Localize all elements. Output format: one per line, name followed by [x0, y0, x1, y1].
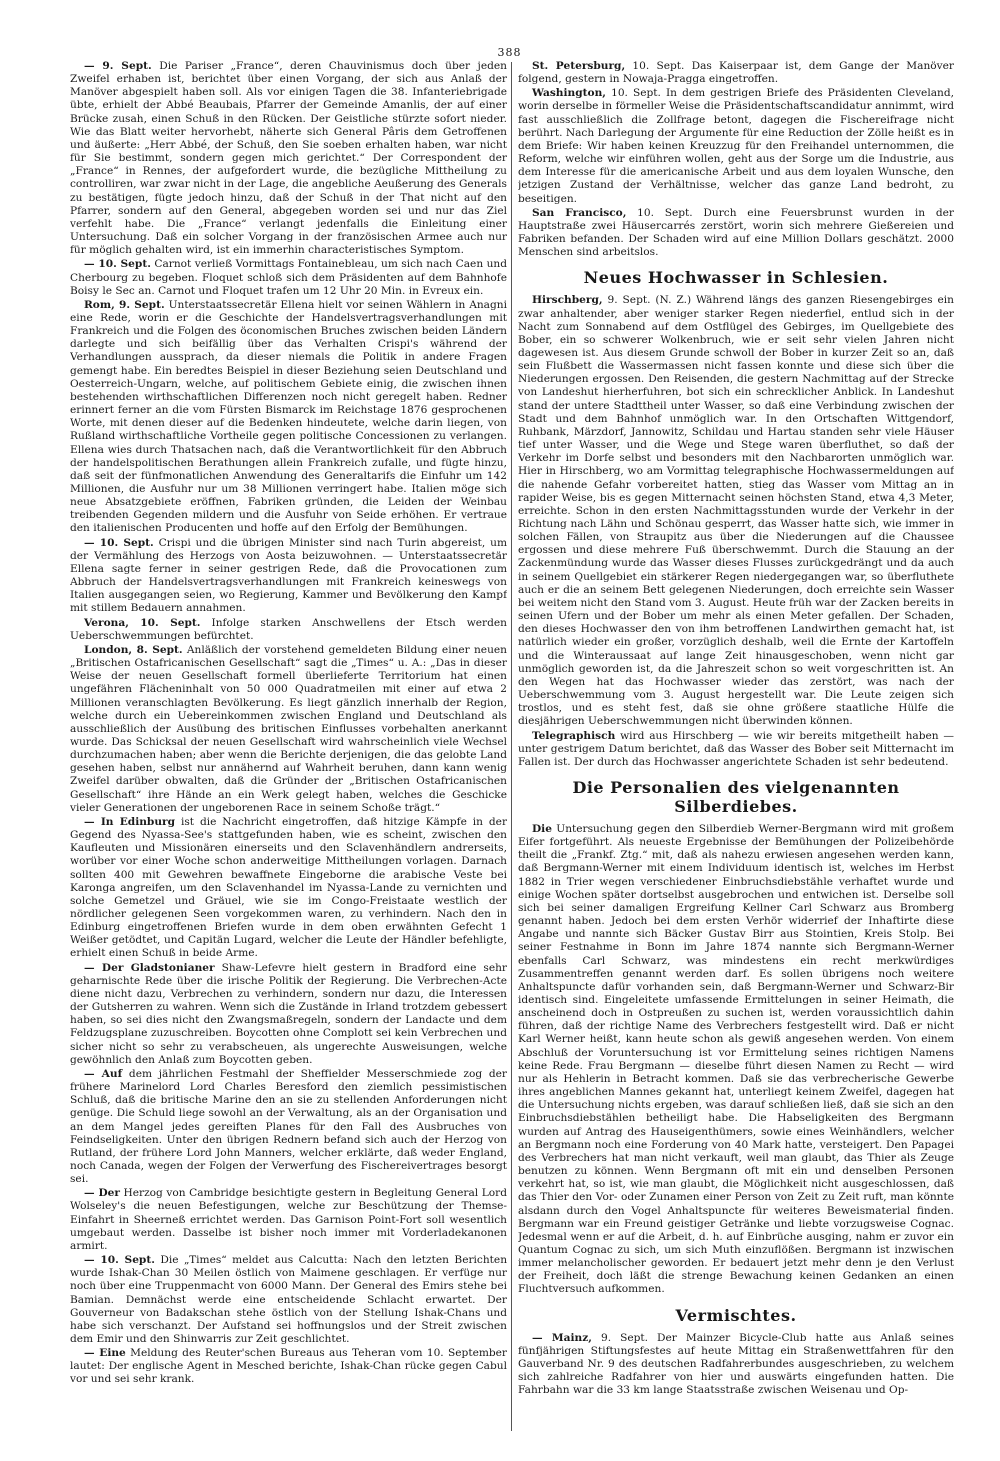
paragraph-text: 10. Sept. In dem gestrigen Briefe des Präsidenten Cleveland, worin derselbe in förmeller Weise die Präsidentschaftscandidatur annimmt, wird fast ausschließlich die Zollfrage betont, dagegen die Fischereifrage nicht berührt. Nach Darlegung der Argumente für eine Reduction der Zölle heißt es in dem Briefe: Wir haben keinen Kreuzzug für den Freihandel unternommen, die Reform, welche wir einführen wollen, geht aus der Sorge um die Industrie, aus dem Interesse für die americanische Arbeit und aus dem loyalen Wunsche, den jetzigen Zustand der Verhältnisse, welcher das ganze Land bedroht, zu beseitigen.: [518, 87, 954, 205]
paragraph-text: Die „Times“ meldet aus Calcutta: Nach den letzten Berichten wurde Ishak-Chan 30 Meilen östlich von Maimene geschlagen. Er verfüge nur noch über eine Truppenmacht von 6000 Mann. Der General des Emirs stehe bei Bamian. Demnächst werde eine entscheidende Schlacht erwartet. Der Gouverneur von Badakschan stehe östlich von der Stellung Ishak-Chans und habe sich verschanzt. Der Aufstand sei hoffnungslos und der Streit zwischen dem Emir und den Shinwarris zur Zeit geschlichtet.: [70, 1254, 507, 1345]
article-paragraph: [70, 617, 507, 643]
heading-vermischtes: Vermischtes.: [675, 1305, 797, 1325]
paragraph-lead: — Auf: [84, 1067, 123, 1080]
article-paragraph: [70, 644, 507, 815]
paragraph-text: Shaw-Lefevre hielt gestern in Bradford eine sehr geharnischte Rede über die irische Politik der Regierung. Die Verbrechen-Acte diene nicht dazu, Verbrechen zu verhindern, sondern nur dazu, die Interessen der Gutsherren zu wahren. Wenn sich die Zustände in Irland trotzdem gebessert haben, so sei dies nicht den Zwangsmaßregeln, sondern der Landacte und dem Feldzugsplane zuzuschreiben. Boycotten ohne Complott sei kein Verbrechen und sicher nicht so sehr zu verabscheuen, als ungerechte Ausweisungen, welche gewöhnlich den Anlaß zum Boycotten geben.: [70, 961, 507, 1066]
paragraph-lead: St. Petersburg,: [532, 60, 626, 72]
article-hochwasser: [518, 294, 954, 769]
article-paragraph: [518, 823, 954, 1297]
article-paragraph: [518, 1332, 954, 1398]
paragraph-lead: Rom, 9. Sept.: [84, 298, 165, 311]
paragraph-lead: San Francisco,: [532, 206, 627, 219]
paragraph-lead: Die: [532, 822, 552, 835]
page-number: 388: [497, 46, 522, 59]
paragraph-lead: — Der Gladstonianer: [84, 961, 215, 974]
paragraph-text: Unterstaatssecretär Ellena hielt vor seinen Wählern in Anagni eine Rede, worin er die Geschichte der Handelsvertragsverhandlungen mit Frankreich und die Folgen des öconomischen Bruches zwischen beiden Ländern darlegte und sich beifällig über das Verhalten Crispi's während der Verhandlungen aussprach, da dieser niemals die Politik in andere Fragen gemengt habe. Ein beredtes Beispiel in dieser Beziehung seien Deutschland und Oesterreich-Ungarn, welche, auf politischem Gebiete einig, die zwischen ihnen bestehenden wirthschaftlichen Differenzen noch nicht geregelt haben. Redner erinnert ferner an die vom Fürsten Bismarck im Reichstage 1876 gesprochenen Worte, mit denen dieser auf die Bedenken hindeutete, welche darin liegen, von Rußland wirthschaftliche Vortheile gegen politische Concessionen zu verlangen. Ellena wies durch Thatsachen nach, daß die Verantwortlichkeit für den Abbruch der handelspolitischen Berathungen allein Frankreich zufalle, und fügte hinzu, daß seit der fünfmonatlichen Anwendung des Generaltarifs die Einfuhr um 142 Millionen, die Ausfuhr nur um 38 Millionen verringert habe. Italien möge sich neue Absatzgebiete eröffnen, Fabriken gründen, die Leiden der Weinbau treibenden Gegenden mildern und die Ausfuhr von Seide erhöhen. Er vertraue den italienischen Producenten und hoffe auf den Erfolg der Bemühungen.: [70, 298, 507, 535]
paragraph-lead: — 10. Sept.: [84, 1254, 155, 1267]
paragraph-lead: Verona, 10. Sept.: [84, 616, 201, 629]
article-paragraph: [70, 299, 507, 536]
paragraph-text: Anläßlich der vorstehend gemeldeten Bildung einer neuen „Britischen Ostafricanischen Gesellschaft“ sagt die „Times“ u. A.: „Das in dieser Weise der neuen Gesellschaft formell überlieferte Territorium hat einen ungefähren Flächeninhalt von 50 000 Quadratmeilen mit einer auf etwa 2 Millionen veranschlagten Bevölkerung. Es liegt gänzlich innerhalb der Region, welche durch ein Uebereinkommen zwischen England und Deutschland als ausschließlich der Ausübung des britischen Einflusses vorbehalten anerkannt wurde. Das Schicksal der neuen Gesellschaft wird wahrscheinlich viele Wechsel durchzumachen haben; aber wenn die Berichte derjenigen, die das gelobte Land gesehen haben, selbst nur annähernd auf Wahrheit beruhen, dann kann wenig Zweifel darüber obwalten, daß die Gründer der „Britischen Ostafricanischen Gesellschaft“ ihre Hände an ein Werk gelegt haben, welches die Geschicke vieler Generationen der ungeborenen Race in seinem Schoße trägt.“: [70, 643, 507, 814]
paragraph-text: Untersuchung gegen den Silberdieb Werner-Bergmann wird mit großem Eifer fortgeführt. Als neueste Ergebnisse der Bemühungen der Polizeibehörde theilt die „Frankf. Ztg.“ mit, daß als nahezu erwiesen angesehen werden kann, daß Bergmann-Werner mit einem Individuum identisch ist, welches im Herbst 1882 in Trier wegen verschiedener Einbruchsdiebstähle verhaftet wurde und einige Wochen später dortselbst ausgebrochen und entwichen ist. Derselbe soll sich bei seiner damaligen Ergreifung Kellner Carl Schwarz aus Bromberg genannt haben. Jedoch bei dem ersten Verhör widerrief der Inhaftirte diese Angabe und nannte sich Bäcker Gustav Birr aus Stointien, Kreis Stolp. Bei seiner Festnahme in Bonn im Jahre 1874 nannte sich Bergmann-Werner ebenfalls Carl Schwarz, was mindestens ein recht merkwürdiges Zusammentreffen genannt werden darf. Es sollen übrigens noch weitere Anhaltspuncte dafür vorhanden sein, daß Bergmann-Werner und Schwarz-Bir identisch sind. Eingeleitete umfassende Ermittelungen in seiner Heimath, die anscheinend doch in Ostpreußen zu suchen ist, werden voraussichtlich dahin führen, daß der richtige Name des Verbrechers festgestellt wird. Daß er nicht Karl Werner heißt, kann heute schon als gewiß angesehen werden. Von einem Abschluß der Voruntersuchung ist vor Ermittelung seines richtigen Namens keine Rede. Frau Bergmann — dieselbe führt diesen Namen zu Recht — wird nur als Hehlerin in Betracht kommen. Daß sie das verbrecherische Gewerbe ihres angeblichen Mannes gekannt hat, unterliegt keinem Zweifel, dagegen hat die Untersuchung nichts ergeben, was darauf schließen ließ, daß sie sich an den Einbruchsdiebstählen betheiligt habe. Die Habseligkeiten des Bergmann wurden auf Antrag des Hauseigenthümers, sowie eines Weinhändlers, welcher an Bergmann noch eine Forderung von 40 Mark hatte, versteigert. Den Papagei des Verbrechers hat man nicht verkauft, weil man glaubt, das Thier als Zeuge benutzen zu können. Wenn Bergmann oft mit ein und denselben Personen verkehrt hat, so ist, wie man glaubt, die Möglichkeit nicht ausgeschlossen, daß das Thier den Vor- oder Zunamen einer Person von Zeit zu Zeit ruft, man könnte alsdann durch den Vogel Anhaltspuncte für weiteres Beweismaterial finden. Bergmann war ein Freund geistiger Getränke und liebte vorzugsweise Cognac. Jedesmal wenn er auf die Arbeit, d. h. auf Einbrüche ausging, nahm er zuvor ein Quantum Cognac zu sich, um sich Muth einzuflößen. Bergmann ist inzwischen immer melancholischer geworden. Er bedauert jetzt mehr denn je den Verlust der Freiheit, doch läßt die strenge Bewachung keinen Gedanken an einen Fluchtversuch aufkommen.: [518, 822, 954, 1296]
paragraph-lead: Washington,: [532, 87, 606, 100]
paragraph-text: Crispi und die übrigen Minister sind nach Turin abgereist, um der Vermählung des Herzogs von Aosta beizuwohnen. — Unterstaatssecretär Ellena sagte ferner in seiner gestrigen Rede, daß die Provocationen zum Abbruch der Handelsvertragsverhandlungen mit Frankreich keineswegs von Italien ausgegangen seien, wo Regierung, Kammer und Bevölkerung den Kampf mit stillem Bedauern annahmen.: [70, 536, 507, 615]
heading-silberdieb: Die Personalien des vielgenannten Silberdiebes.: [572, 777, 900, 816]
news-telegrams: [518, 60, 954, 259]
paragraph-text: Carnot verließ Vormittags Fontainebleau, um sich nach Caen und Cherbourg zu begeben. Floquet schloß sich dem Präsidenten auf dem Bahnhofe Boisy le Sec an. Carnot und Floquet trafen um 12 Uhr 20 Min. in Evreux ein.: [70, 258, 507, 297]
paragraph-lead: — Eine: [84, 1347, 126, 1360]
paragraph-lead: — 10. Sept.: [84, 258, 151, 271]
article-paragraph: [518, 60, 954, 86]
article-paragraph: [70, 60, 507, 257]
paragraph-lead: Hirschberg,: [532, 294, 603, 307]
paragraph-text: 10. Sept. Das Kaiserpaar ist, dem Gange der Manöver folgend, gestern in Nowaja-Pragga eingetroffen.: [518, 60, 954, 86]
paragraph-lead: — Der: [84, 1187, 120, 1200]
paragraph-text: 9. Sept. Der Mainzer Bicycle-Club hatte aus Anlaß seines fünfjährigen Stiftungsfestes auf heute Mittag ein Straßenwettfahren für den Gauverband Nr. 9 des deutschen Radfahrerbundes ausgeschrieben, zu welchem sich zahlreiche Radfahrer von hier und auswärts eingefunden hatten. Die Fahrbahn war die 33 km lange Staatsstraße zwischen Weisenau und Op-: [518, 1331, 954, 1397]
paragraph-text: ist die Nachricht eingetroffen, daß hitzige Kämpfe in der Gegend des Nyassa-See's stattgefunden haben, wie es scheint, zwischen den Kaufleuten und Missionären einerseits und den Sclavenhändlern andrerseits, worüber vor einer Woche schon anderweitige Mittheilungen vorlagen. Darnach sollten 400 mit Gewehren bewaffnete Eingeborne die arabische Veste bei Karonga angreifen, um den Sclavenhandel im Nyassa-Lande zu vernichten und solche Gemetzel und Gräuel, wie sie im Congo-Freistaate westlich der nördlicher gelegenen Seen vorgekommen waren, zu verhindern. Nach den in Edinburg eingetroffenen Briefen wurde in dem oben erwähnten Gefecht 1 Weißer getödtet, und Capitän Lugard, welcher die Leute der Händler befehligte, erhielt einen Schuß in beide Arme.: [70, 815, 507, 960]
paragraph-text: 9. Sept. (N. Z.) Während längs des ganzen Riesengebirges ein zwar anhaltender, aber weniger starker Regen niederfiel, entlud sich in der Nacht zum Sonnabend auf dem Ostflügel des Gebirges, im Quellgebiete des Bober, ein so schwerer Wolkenbruch, wie er seit sehr vielen Jahren nicht dagewesen ist. Aus diesem Grunde schwoll der Bober in kurzer Zeit so an, daß sein Flußbett die Wassermassen nicht fassen konnte und diese sich über die Niederungen ergossen. Den Reisenden, die gestern Nachmittag auf der Strecke von Landeshut hierherfuhren, bot sich ein schrecklicher Anblick. In Landeshut stand der untere Stadttheil unter Wasser, so daß eine Verbindung zwischen der Stadt und dem Bahnhof unmöglich war. In den Ortschaften Wittgendorf, Ruhbank, Märzdorf, Jannowitz, Schildau und Hartau standen sehr viele Häuser tief unter Wasser, und die Wege und Stege waren überfluthet, so daß der Verkehr im Dorfe selbst und besonders mit den Nachbarorten unmöglich war. Hier in Hirschberg, wo am Vormittag telegraphische Hochwassermeldungen auf die nahende Gefahr vorbereitet hatten, stieg das Wasser vom Mittag an in rapider Weise, bis es gegen Mitternacht seinen höchsten Stand, etwa 4,3 Meter, erreichte. Schon in den ersten Nachmittagsstunden wurde der Verkehr in der Richtung nach Lähn und Schönau gesperrt, das Wasser hatte sich, wie immer in solchen Fällen, von Straupitz aus über die Niederungen auf die Chaussee ergossen und diese mehrere Fuß überschwemmt. Durch die Stauung an der Zackenmündung wurde das Wasser dieses Flusses zurückgedrängt und da auch in seinem Quellgebiet ein stärkerer Regen niedergegangen war, so überfluthete auch er die an seinem Bett gelegenen Niederungen, doch erreichte sein Wasser bei weitem nicht den Stand vom 3. August. Heute früh war der Zacken bereits in seinen Ufern und der Bober um mehr als einen Meter gefallen. Der Schaden, den dieses Hochwasser den von ihm betroffenen Landwirthen gemacht hat, ist natürlich wieder ein großer, vorzüglich deshalb, weil die Ernte der Kartoffeln und die Winteraussaat auf lange Zeit hinausgeschoben, wenn nicht gar unmöglich geworden ist, da die Jahreszeit schon so weit vorgeschritten ist. An den Wegen hat das Hochwasser wieder das zerstört, was nach der Ueberschwemmung vom 3. August hergestellt war. Die Leute zeigen sich trostlos, und es steht fest, daß sie ohne größere staatliche Hülfe die diesjährigen Ueberschwemmungen nicht überwinden können.: [518, 294, 954, 728]
paragraph-text: dem jährlichen Festmahl der Sheffielder Messerschmiede zog der frühere Marinelord Lord Charles Beresford den ziemlich pessimistischen Schluß, daß die britische Marine den an sie zu stellenden Anforderungen nicht genüge. Die Schuld liege sowohl an der Verwaltung, als an der Organisation und an dem Mangel jedes gereiften Planes für den Fall des Ausbruches von Feindseligkeiten. Unter den übrigen Rednern befand sich auch der Herzog von Rutland, der frühere Lord John Manners, welcher erklärte, daß weder England, noch Canada, wegen der Folgen der Verwerfung des Fischereivertrages besorgt sei.: [70, 1067, 507, 1186]
paragraph-lead: Telegraphisch: [532, 729, 616, 742]
paragraph-text: wird aus Hirschberg — wie wir bereits mitgetheilt haben — unter gestrigem Datum berichtet, daß das Wasser des Bober seit Mitternacht im Fallen ist. Der durch das Hochwasser angerichtete Schaden ist sehr bedeutend.: [518, 729, 954, 768]
paragraph-text: Meldung des Reuter'schen Bureaus aus Teheran vom 10. September lautet: Der englische Agent in Mesched berichte, Ishak-Chan rücke gegen Cabul vor und sei sehr krank.: [70, 1347, 507, 1386]
article-paragraph: [70, 816, 507, 961]
article-paragraph: [70, 258, 507, 297]
paragraph-lead: — In Edinburg: [84, 815, 176, 828]
article-paragraph: [518, 730, 954, 769]
article-paragraph: [518, 87, 954, 205]
article-paragraph: [70, 1254, 507, 1346]
paragraph-text: Herzog von Cambridge besichtigte gestern in Begleitung General Lord Wolseley's die neuen Befestigungen, welche zur Beschützung der Themse-Einfahrt in Sheerneß errichtet werden. Das Garnison Point-Fort soll wesentlich umgebaut werden. Dasselbe ist bisher noch immer mit Vorderladekanonen armirt.: [70, 1187, 507, 1252]
left-column: [70, 60, 507, 1435]
article-paragraph: [70, 537, 507, 616]
article-silberdieb: [518, 823, 954, 1297]
article-paragraph: [518, 207, 954, 260]
paragraph-text: Infolge starken Anschwellens der Etsch werden Ueberschwemmungen befürchtet.: [70, 616, 507, 642]
paragraph-lead: — 10. Sept.: [84, 536, 154, 549]
article-paragraph: [70, 1187, 507, 1253]
right-column: [518, 60, 954, 1435]
paragraph-lead: — 9. Sept.: [84, 60, 152, 72]
paragraph-text: Die Pariser „France“, deren Chauvinismus doch über jeden Zweifel erhaben ist, berichtet über einen Vorgang, der sich aus Anlaß der Manöver abgespielt haben soll. Als vor einigen Tagen die 38. Infanteriebrigade übte, erhielt der Abbé Beaubais, Pfarrer der Gemeinde Amanlis, der auf einer Brücke zusah, einen Schuß in den Rücken. Der Geistliche stürzte sofort nieder. Wie das Blatt weiter hervorhebt, näherte sich General Pâris dem Getroffenen und äußerte: „Herr Abbé, der Schuß, den Sie soeben erhalten haben, war nicht für Sie bestimmt, sondern gegen mich gerichtet.“ Der Correspondent der „France“ in Rennes, der aufgefordert wurde, die bezügliche Mittheilung zu controlliren, war zwar nicht in der Lage, die angebliche Aeußerung des Generals zu bestätigen, fügte jedoch hinzu, daß der Schuß in der That nicht auf den Pfarrer, sondern auf den General, abgegeben worden sei und nur das Ziel verfehlt habe. Die „France“ verlangt jedenfalls die Einleitung einer Untersuchung. Daß ein solcher Vorgang in der französischen Armee auch nur für möglich gehalten wird, ist ein immerhin characteristisches Symptom.: [70, 60, 507, 257]
newspaper-page: [62, 40, 957, 1435]
article-paragraph: [70, 1068, 507, 1186]
article-paragraph: [70, 1347, 507, 1386]
article-vermischtes: [518, 1332, 954, 1398]
column-rule: [511, 62, 512, 1431]
paragraph-text: 10. Sept. Durch eine Feuersbrunst wurden in der Hauptstraße zwei Häusercarrés zerstört, worin sich mehrere Gießereien und Fabriken befanden. Der Schaden wird auf eine Million Dollars geschätzt. 2000 Menschen sind arbeitslos.: [518, 206, 954, 259]
heading-hochwasser: Neues Hochwasser in Schlesien.: [583, 268, 889, 288]
paragraph-lead: — Mainz,: [532, 1331, 592, 1344]
paragraph-lead: London, 8. Sept.: [84, 643, 183, 656]
article-paragraph: [518, 294, 954, 728]
article-paragraph: [70, 962, 507, 1067]
